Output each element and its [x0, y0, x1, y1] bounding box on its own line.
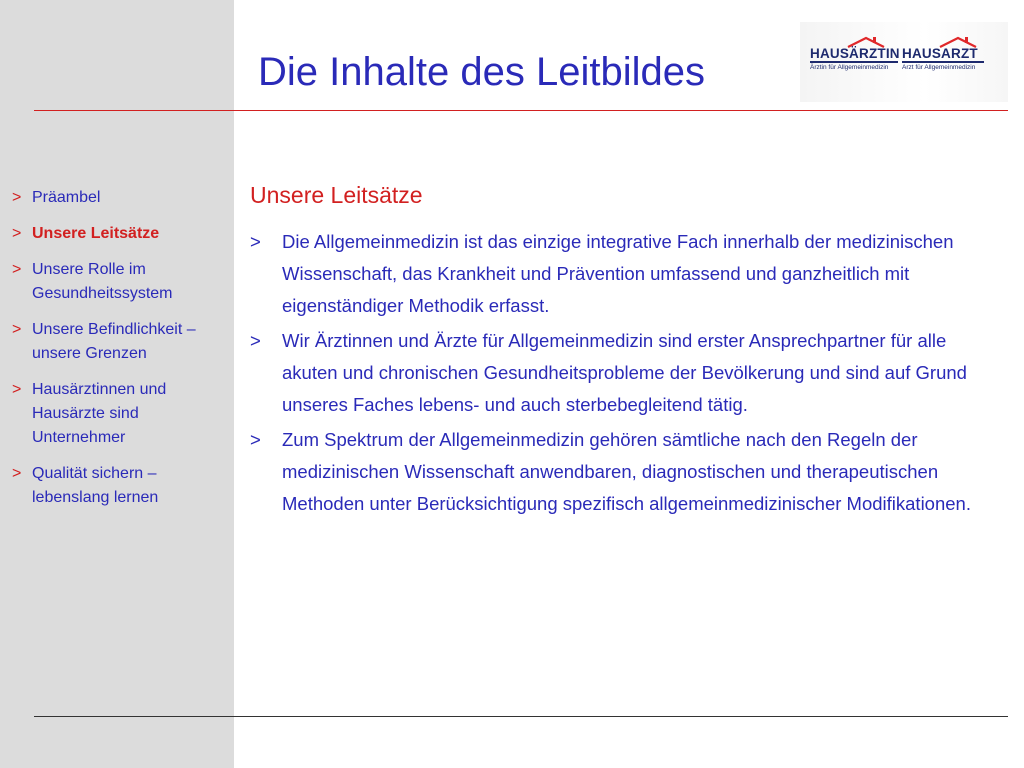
sidebar-item-label: Qualität sichern – lebenslang lernen [32, 465, 159, 506]
sidebar-nav [12, 186, 232, 522]
sidebar-item-label: Unsere Rolle im Gesundheitssystem [32, 261, 173, 302]
sidebar-item-rolle[interactable] [12, 258, 232, 306]
chevron-right-icon: > [12, 189, 22, 206]
roof-icon [938, 36, 978, 48]
principle-text: Wir Ärztinnen und Ärzte für Allgemeinmedizin sind erster Ansprechpartner für alle akuten und chronischen Gesundheitsprobleme der Bevölkerung und sind auf Grund unseres Faches lebens- und auch sterbebegleitend tätig. [282, 330, 967, 415]
logo-word-left: HAUSÄRZTIN [810, 46, 900, 61]
roof-icon [846, 36, 886, 48]
logo-underline-right [902, 61, 984, 63]
title-divider [34, 110, 1008, 111]
sidebar-item-label: Unsere Leitsätze [32, 225, 160, 242]
logo [800, 22, 1008, 102]
sidebar-item-label: Hausärztinnen und Hausärzte sind Unternehmer [32, 381, 167, 446]
logo-hausarzt [902, 46, 978, 71]
sidebar-item-label: Unsere Befindlichkeit – unsere Grenzen [32, 321, 196, 362]
chevron-right-icon: > [12, 261, 22, 278]
principle-item [250, 424, 990, 520]
bullet-arrow-icon: > [250, 231, 261, 252]
footer-divider [34, 716, 1008, 717]
principle-item [250, 226, 990, 322]
sidebar-item-qualitaet[interactable] [12, 462, 232, 510]
sidebar-item-praeambel[interactable] [12, 186, 232, 210]
chevron-right-icon: > [12, 465, 22, 482]
principle-text: Die Allgemeinmedizin ist das einzige integrative Fach innerhalb der medizinischen Wissenschaft, das Krankheit und Prävention umfassend und ganzheitlich mit eigenständiger Methodik erfasst. [282, 231, 954, 316]
logo-underline-left [810, 61, 898, 63]
principle-text: Zum Spektrum der Allgemeinmedizin gehören sämtliche nach den Regeln der medizinischen Wissenschaft anwendbaren, diagnostischen und therapeutischen Methoden unter Berücksichtigung spezifisch allgemeinmedizinischer Modifikationen. [282, 429, 971, 514]
page-title: Die Inhalte des Leitbildes [258, 50, 705, 94]
bullet-arrow-icon: > [250, 330, 261, 351]
section-heading: Unsere Leitsätze [250, 182, 423, 208]
bullet-arrow-icon: > [250, 429, 261, 450]
principles-list [250, 226, 990, 523]
principle-item [250, 325, 990, 421]
logo-word-right: HAUSARZT [902, 46, 978, 61]
sidebar-item-befindlichkeit[interactable] [12, 318, 232, 366]
chevron-right-icon: > [12, 381, 22, 398]
chevron-right-icon: > [12, 225, 22, 242]
logo-sub-right: Arzt für Allgemeinmedizin [902, 64, 976, 71]
chevron-right-icon: > [12, 321, 22, 338]
sidebar-item-unternehmer[interactable] [12, 378, 232, 450]
sidebar-item-leitsaetze[interactable] [12, 222, 232, 246]
logo-sub-left: Ärztin für Allgemeinmedizin [810, 64, 889, 71]
sidebar-item-label: Präambel [32, 189, 101, 206]
logo-hausaerztin [810, 46, 900, 71]
